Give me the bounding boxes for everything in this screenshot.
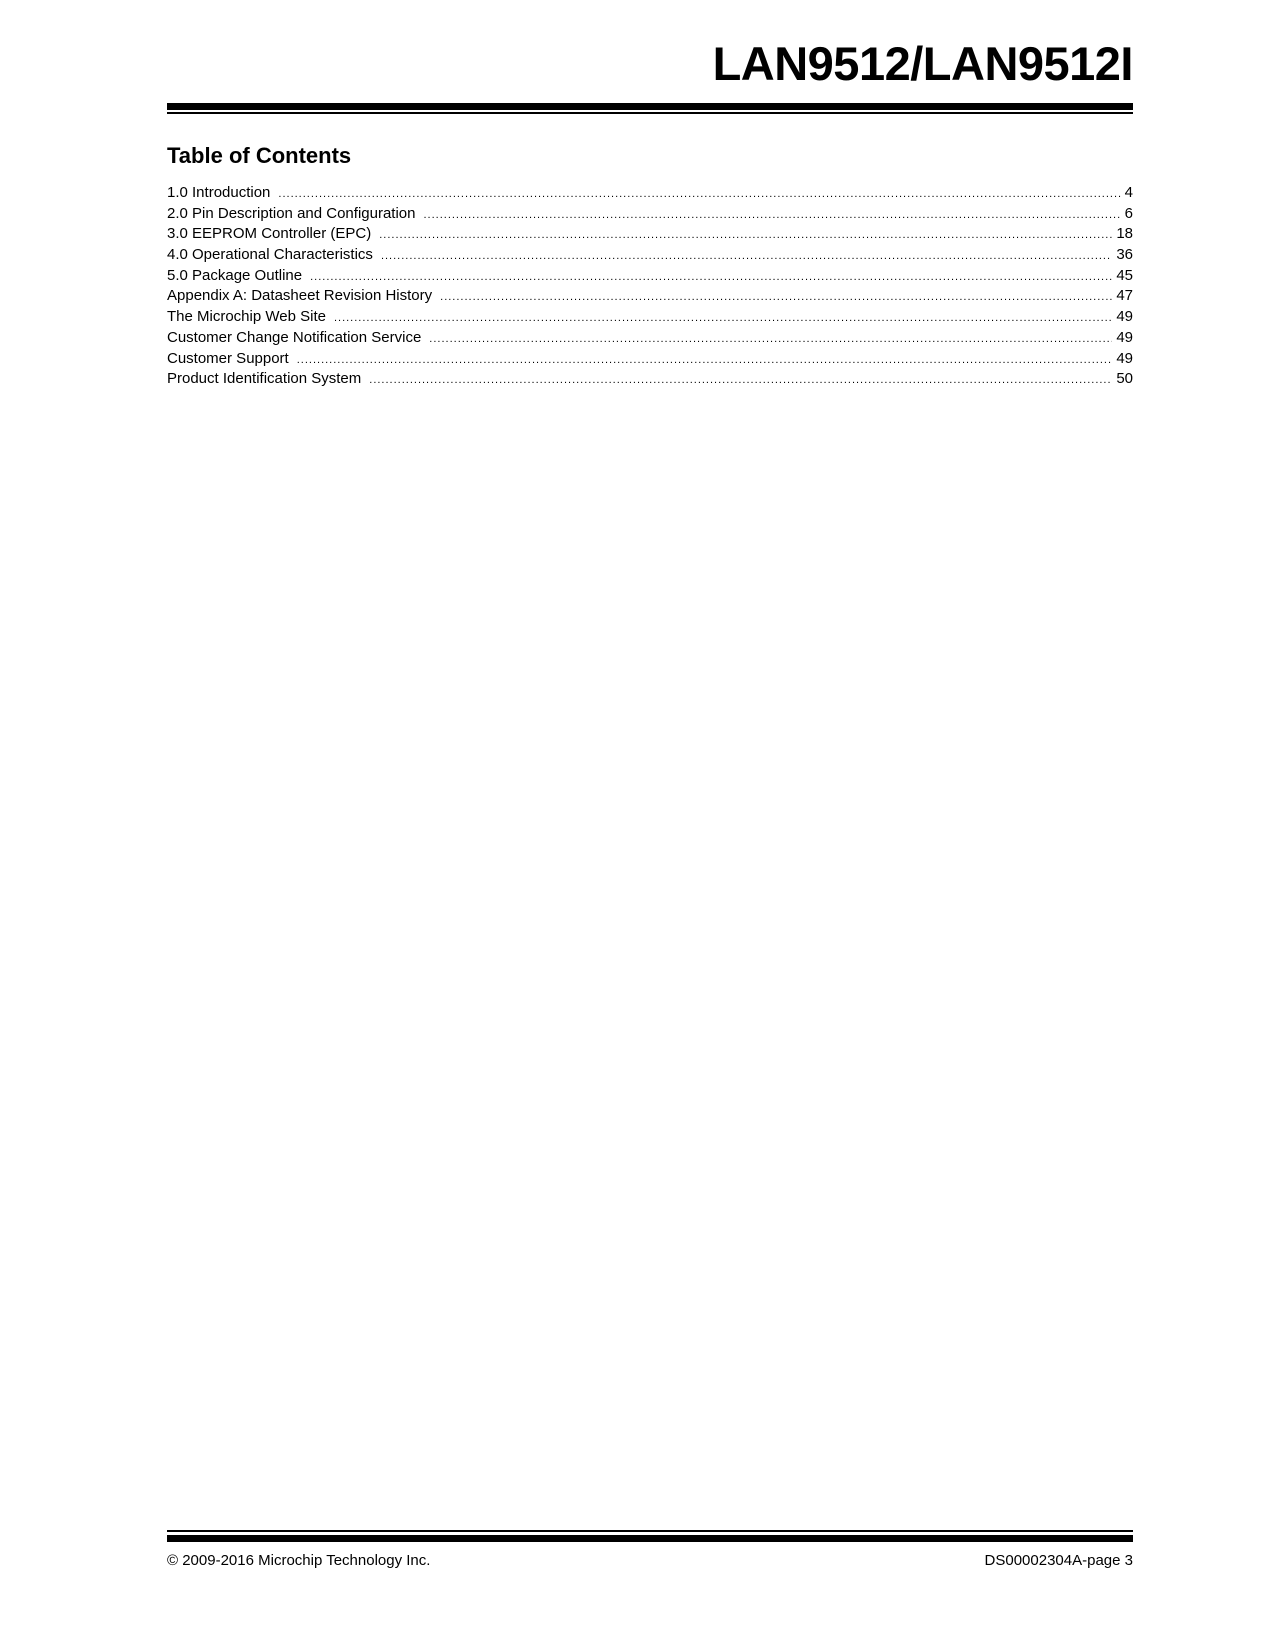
toc-dot-leader	[423, 205, 1120, 226]
toc-entry-package-outline[interactable]	[167, 266, 1133, 287]
toc-dot-leader	[381, 246, 1112, 267]
footer-copyright: © 2009-2016 Microchip Technology Inc.	[167, 1552, 431, 1569]
header-rule-thin	[167, 112, 1133, 114]
toc-entry-page: 18	[1116, 225, 1133, 243]
toc-entry-page: 45	[1116, 266, 1133, 284]
toc-entry-product-identification[interactable]	[167, 369, 1133, 390]
toc-dot-leader	[297, 350, 1113, 371]
toc-entry-label: 2.0 Pin Description and Configuration	[167, 204, 416, 222]
toc-dot-leader	[379, 225, 1112, 246]
toc-entry-label: The Microchip Web Site	[167, 308, 326, 326]
toc-heading: Table of Contents	[167, 143, 352, 168]
toc-dot-leader	[310, 267, 1112, 288]
toc-entry-label: Customer Support	[167, 349, 289, 367]
toc-entry-label: 3.0 EEPROM Controller (EPC)	[167, 225, 372, 243]
toc-entry-page: 49	[1116, 349, 1133, 367]
toc-dot-leader	[334, 308, 1112, 329]
toc-entry-label: Appendix A: Datasheet Revision History	[167, 287, 433, 305]
toc-entry-label: 1.0 Introduction	[167, 184, 271, 201]
document-title: LAN9512/LAN9512I	[712, 37, 1133, 90]
footer-rule-thick	[167, 1535, 1133, 1542]
toc-entry-customer-support[interactable]	[167, 349, 1133, 370]
toc-entry-label: Customer Change Notification Service	[167, 328, 422, 346]
toc-entry-page: 49	[1116, 308, 1133, 326]
toc-entry-change-notification[interactable]	[167, 328, 1133, 349]
toc-list	[167, 183, 1133, 390]
toc-entry-web-site[interactable]	[167, 307, 1133, 328]
header-rule-thick	[167, 103, 1133, 110]
toc-entry-label: Product Identification System	[167, 370, 362, 388]
footer-rule-thin	[167, 1530, 1133, 1532]
toc-entry-eeprom-controller[interactable]	[167, 224, 1133, 245]
toc-entry-page: 6	[1124, 204, 1133, 222]
toc-dot-leader	[278, 184, 1120, 205]
toc-dot-leader	[440, 287, 1112, 308]
toc-entry-page: 50	[1116, 370, 1133, 388]
toc-dot-leader	[369, 370, 1112, 391]
toc-entry-operational-characteristics[interactable]	[167, 245, 1133, 266]
toc-entry-page: 49	[1116, 328, 1133, 346]
toc-entry-page: 36	[1116, 246, 1133, 264]
toc-entry-pin-description[interactable]	[167, 204, 1133, 225]
toc-dot-leader	[429, 329, 1112, 350]
toc-entry-revision-history[interactable]	[167, 286, 1133, 307]
toc-entry-page: 4	[1124, 184, 1133, 201]
footer-page-reference: DS00002304A-page 3	[984, 1552, 1133, 1569]
toc-entry-label: 4.0 Operational Characteristics	[167, 246, 373, 264]
toc-entry-label: 5.0 Package Outline	[167, 266, 303, 284]
toc-entry-introduction[interactable]	[167, 183, 1133, 204]
toc-entry-page: 47	[1116, 287, 1133, 305]
